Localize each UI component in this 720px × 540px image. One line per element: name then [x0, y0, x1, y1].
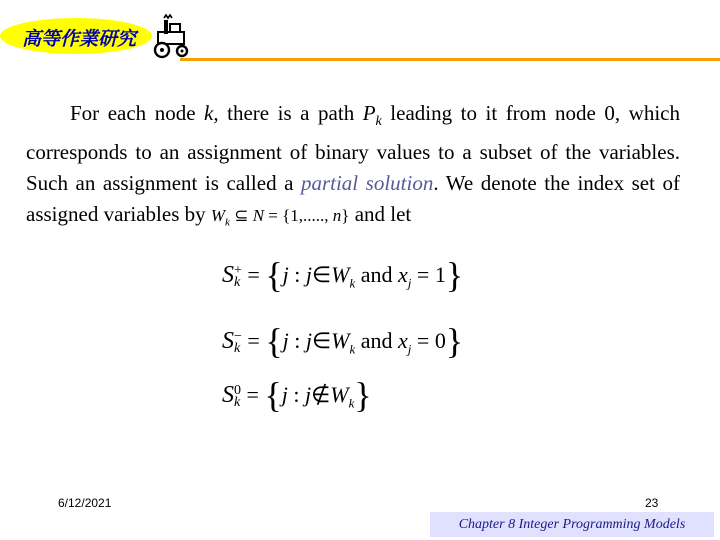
eq-sup: − [234, 328, 242, 344]
subset-symbol: ⊆ [234, 206, 249, 226]
eq-lhs: S [222, 328, 234, 354]
equation-s-minus [222, 320, 463, 362]
eq-close-brace: } [445, 255, 464, 295]
var-n: n [332, 206, 342, 226]
eq-colon: : [293, 382, 300, 407]
eq-equals: = [247, 262, 260, 287]
eq-value: 0 [434, 328, 446, 353]
eq-equals: = [247, 328, 260, 353]
eq-colon: : [294, 328, 301, 353]
logo-text: 高等作業研究 [21, 28, 136, 50]
text-segment: . We denote the index set of assigned variables by [26, 171, 680, 227]
eq-equals: = [416, 328, 430, 353]
eq-and: and [360, 262, 393, 287]
var-P: P [362, 101, 376, 125]
eq-lhs: S [222, 262, 234, 288]
equation-s-plus [222, 254, 463, 296]
eq-open-brace: { [264, 375, 282, 415]
eq-var-j: j [281, 382, 288, 407]
eq-var-x-sub: j [407, 275, 412, 291]
eq-sub: k [234, 394, 241, 410]
eq-not-in: ∉ [311, 382, 331, 407]
page-number: 23 [645, 496, 659, 510]
eq-var-x: x [398, 328, 408, 353]
eq-var-W: W [331, 262, 350, 287]
eq-value: 1 [434, 262, 446, 287]
eq-var-j: j [282, 262, 289, 287]
eq-equals: = [246, 382, 259, 407]
eq-var-j: j [305, 328, 312, 353]
eq-sup: 0 [234, 382, 241, 398]
eq-open-brace: { [265, 321, 283, 361]
eq-var-W: W [330, 382, 349, 407]
eq-var-W-sub: k [348, 395, 355, 411]
eq-var-j: j [305, 262, 312, 287]
eq-close-brace: } [354, 375, 372, 415]
eq-close-brace: } [445, 321, 464, 361]
eq-var-W: W [331, 328, 350, 353]
eq-lhs: S [222, 382, 234, 408]
eq-sup: + [234, 262, 242, 278]
eq-in: ∈ [311, 328, 332, 353]
eq-sub: k [234, 274, 241, 290]
text-segment: For each node [70, 101, 205, 125]
partial-solution-term: partial solution [300, 171, 434, 196]
chapter-label: Chapter 8 Integer Programming Models [430, 512, 714, 537]
text-segment: there is a path [218, 101, 363, 125]
eq-sub: k [234, 340, 241, 356]
eq-var-x-sub: j [407, 341, 412, 357]
text-segment: and let [349, 202, 412, 227]
equation-s-zero [222, 374, 372, 416]
text-segment: leading to it from node 0, which corresponds to an assignment of binary values to a subset of the variables. Such an assignment is called a [26, 101, 680, 196]
tractor-icon [150, 14, 194, 60]
set-literal: = {1,....., [264, 206, 333, 226]
header-divider [180, 58, 720, 61]
eq-open-brace: { [265, 255, 283, 295]
eq-in: ∈ [311, 262, 332, 287]
eq-var-W-sub: k [349, 341, 356, 357]
eq-and: and [360, 328, 393, 353]
eq-var-x: x [398, 262, 408, 287]
eq-var-j: j [304, 382, 312, 407]
var-P-sub: k [375, 114, 382, 130]
var-N: N [252, 206, 265, 226]
eq-colon: : [294, 262, 301, 287]
eq-equals: = [416, 262, 430, 287]
var-W: W [210, 206, 226, 226]
var-W-sub: k [225, 216, 230, 229]
set-close: } [341, 206, 350, 226]
eq-var-W-sub: k [349, 275, 356, 291]
var-k: k, [204, 101, 219, 125]
footer-date: 6/12/2021 [58, 496, 112, 510]
course-logo [0, 14, 160, 60]
body-paragraph [26, 98, 680, 239]
eq-var-j: j [282, 328, 289, 353]
